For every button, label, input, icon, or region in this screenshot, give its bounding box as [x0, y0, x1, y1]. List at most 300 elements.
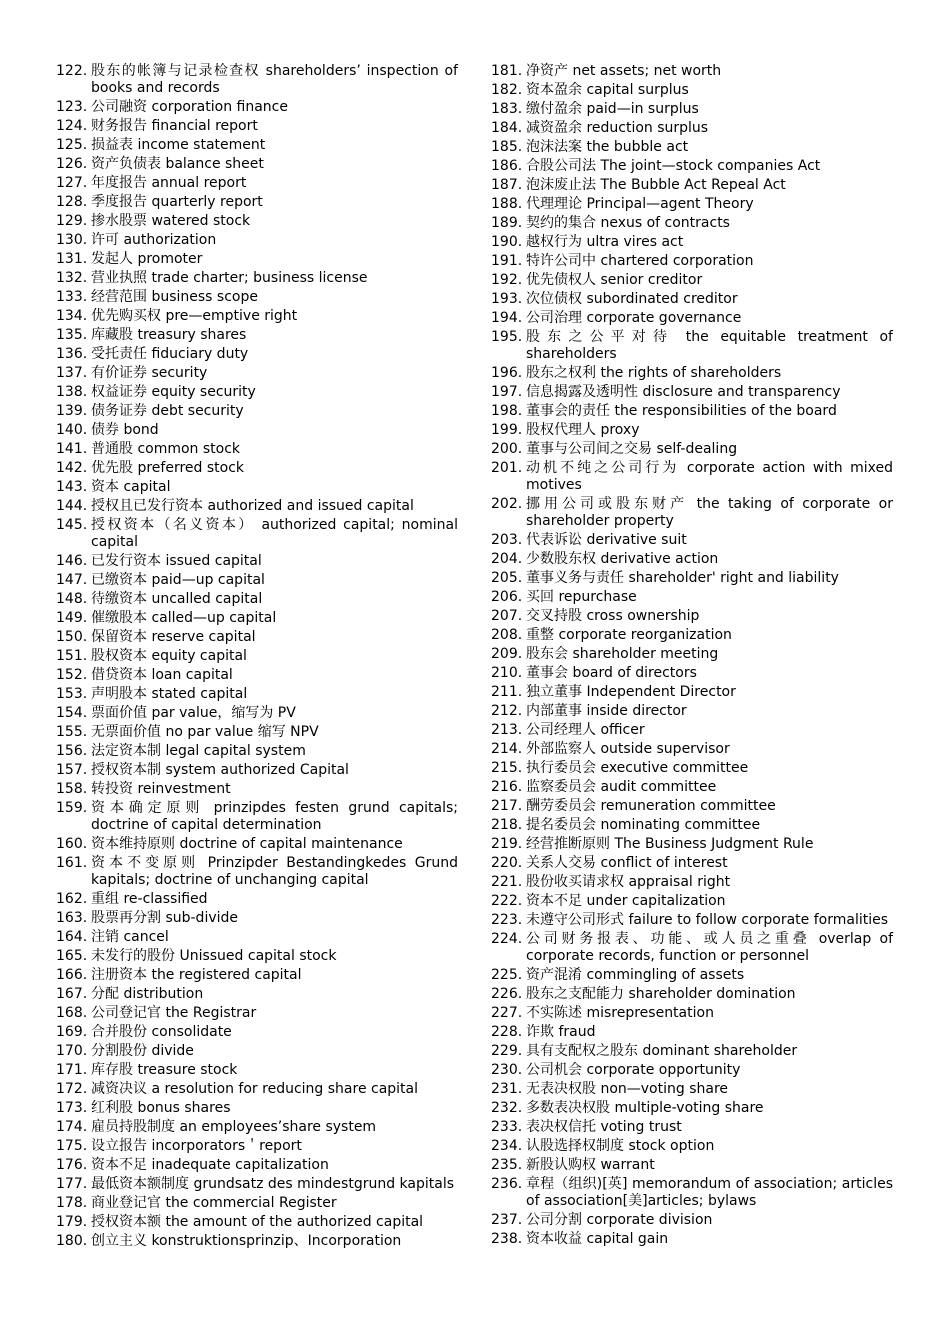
glossary-entry	[56, 289, 458, 306]
glossary-entry	[56, 498, 458, 515]
entry-term: 重组 re-classified	[91, 891, 208, 907]
glossary-entry	[491, 158, 893, 175]
entry-number: 233.	[491, 1119, 523, 1135]
glossary-entry	[56, 517, 458, 551]
entry-term: 表决权信托 voting trust	[526, 1119, 682, 1135]
entry-term: 股东之公平对待 the equitable treatment of shareholders	[526, 329, 893, 362]
glossary-entry	[56, 855, 458, 889]
entry-term: 独立董事 Independent Director	[526, 684, 736, 700]
entry-term: 资本不足 under capitalization	[526, 893, 726, 909]
entry-number: 122.	[56, 63, 88, 79]
entry-term: 认股选择权制度 stock option	[526, 1138, 715, 1154]
glossary-entry	[56, 270, 458, 287]
entry-number: 209.	[491, 646, 523, 662]
entry-term: 泡沫法案 the bubble act	[526, 139, 689, 155]
entry-number: 213.	[491, 722, 523, 738]
entry-term: 内部董事 inside director	[526, 703, 687, 719]
entry-term: 已发行资本 issued capital	[91, 553, 262, 569]
glossary-entry	[491, 234, 893, 251]
glossary-entry	[491, 608, 893, 625]
glossary-entry	[56, 441, 458, 458]
glossary-entry	[491, 1043, 893, 1060]
entry-term: 资产负债表 balance sheet	[91, 156, 264, 172]
entry-number: 188.	[491, 196, 523, 212]
glossary-entry	[491, 684, 893, 701]
entry-number: 167.	[56, 986, 88, 1002]
glossary-entry	[56, 743, 458, 760]
glossary-entry	[56, 1233, 458, 1250]
glossary-entry	[56, 194, 458, 211]
glossary-entry	[56, 648, 458, 665]
entry-term: 资本不变原则 Prinzipder Bestandingkedes Grund kapitals; doctrine of unchanging capital	[91, 855, 458, 888]
entry-number: 155.	[56, 724, 88, 740]
entry-term: 票面价值 par value，缩写为 PV	[91, 705, 296, 721]
entry-term: 泡沫废止法 The Bubble Act Repeal Act	[526, 177, 786, 193]
entry-number: 148.	[56, 591, 88, 607]
entry-term: 缴付盈余 paid—in surplus	[526, 101, 699, 117]
entry-number: 238.	[491, 1231, 523, 1247]
entry-number: 165.	[56, 948, 88, 964]
glossary-entry	[56, 553, 458, 570]
glossary-entry	[56, 929, 458, 946]
entry-number: 127.	[56, 175, 88, 191]
entry-number: 198.	[491, 403, 523, 419]
entry-number: 175.	[56, 1138, 88, 1154]
entry-term: 普通股 common stock	[91, 441, 241, 457]
entry-number: 146.	[56, 553, 88, 569]
entry-number: 234.	[491, 1138, 523, 1154]
entry-term: 受托责任 fiduciary duty	[91, 346, 249, 362]
entry-number: 157.	[56, 762, 88, 778]
entry-term: 红利股 bonus shares	[91, 1100, 231, 1116]
entry-term: 雇员持股制度 an employees’share system	[91, 1119, 377, 1135]
glossary-entry	[491, 1100, 893, 1117]
entry-number: 123.	[56, 99, 88, 115]
glossary-entry	[56, 422, 458, 439]
entry-term: 股东之支配能力 shareholder domination	[526, 986, 796, 1002]
glossary-entry	[56, 1195, 458, 1212]
entry-number: 228.	[491, 1024, 523, 1040]
entry-number: 208.	[491, 627, 523, 643]
glossary-entry	[491, 1157, 893, 1174]
entry-term: 创立主义 konstruktionsprinzip、Incorporation	[91, 1233, 402, 1249]
glossary-entry	[56, 251, 458, 268]
entry-number: 189.	[491, 215, 523, 231]
glossary-entry	[491, 817, 893, 834]
entry-term: 资产混淆 commingling of assets	[526, 967, 745, 983]
entry-number: 176.	[56, 1157, 88, 1173]
glossary-entry	[491, 1231, 893, 1248]
entry-term: 不实陈述 misrepresentation	[526, 1005, 714, 1021]
glossary-entry	[491, 532, 893, 549]
glossary-entry	[491, 120, 893, 137]
entry-term: 财务报告 financial report	[91, 118, 258, 134]
glossary-entry	[491, 272, 893, 289]
entry-number: 158.	[56, 781, 88, 797]
glossary-entry	[56, 365, 458, 382]
entry-number: 154.	[56, 705, 88, 721]
entry-term: 资本维持原则 doctrine of capital maintenance	[91, 836, 403, 852]
entry-term: 资本不足 inadequate capitalization	[91, 1157, 329, 1173]
entry-term: 授权且已发行资本 authorized and issued capital	[91, 498, 414, 514]
glossary-entry	[491, 82, 893, 99]
entry-number: 222.	[491, 893, 523, 909]
entry-number: 125.	[56, 137, 88, 153]
glossary-entry	[491, 139, 893, 156]
glossary-entry	[56, 156, 458, 173]
entry-number: 219.	[491, 836, 523, 852]
glossary-entry	[491, 1212, 893, 1229]
entry-number: 168.	[56, 1005, 88, 1021]
entry-number: 164.	[56, 929, 88, 945]
entry-term: 最低资本额制度 grundsatz des mindestgrund kapitals	[91, 1176, 455, 1192]
glossary-entry	[56, 800, 458, 834]
glossary-entry	[491, 1024, 893, 1041]
entry-term: 法定资本制 legal capital system	[91, 743, 306, 759]
glossary-entry	[491, 893, 893, 910]
entry-term: 交叉持股 cross ownership	[526, 608, 700, 624]
entry-term: 章程（组织)[英] memorandum of association; articles of association[美]articles; bylaws	[526, 1176, 893, 1209]
glossary-entry	[56, 213, 458, 230]
entry-number: 231.	[491, 1081, 523, 1097]
entry-term: 发起人 promoter	[91, 251, 203, 267]
glossary-entry	[56, 327, 458, 344]
entry-term: 注销 cancel	[91, 929, 169, 945]
entry-number: 236.	[491, 1176, 523, 1192]
entry-term: 年度报告 annual report	[91, 175, 247, 191]
glossary-entry	[56, 1005, 458, 1022]
entry-number: 196.	[491, 365, 523, 381]
entry-term: 股权代理人 proxy	[526, 422, 640, 438]
entry-number: 126.	[56, 156, 88, 172]
entry-term: 资本 capital	[91, 479, 171, 495]
entry-term: 股票再分割 sub-divide	[91, 910, 239, 926]
glossary-entry	[56, 384, 458, 401]
glossary-entry	[56, 1138, 458, 1155]
entry-number: 200.	[491, 441, 523, 457]
entry-number: 217.	[491, 798, 523, 814]
entry-number: 152.	[56, 667, 88, 683]
entry-term: 公司经理人 officer	[526, 722, 645, 738]
entry-term: 董事义务与责任 shareholder' right and liability	[526, 570, 839, 586]
entry-term: 代理理论 Principal—agent Theory	[526, 196, 754, 212]
entry-number: 143.	[56, 479, 88, 495]
glossary-entry	[56, 891, 458, 908]
glossary-entry	[56, 967, 458, 984]
entry-number: 232.	[491, 1100, 523, 1116]
entry-term: 关系人交易 conflict of interest	[526, 855, 728, 871]
entry-term: 转投资 reinvestment	[91, 781, 231, 797]
glossary-entry	[56, 572, 458, 589]
glossary-entry	[491, 779, 893, 796]
entry-number: 182.	[491, 82, 523, 98]
entry-number: 195.	[491, 329, 523, 345]
glossary-entry	[56, 403, 458, 420]
entry-number: 159.	[56, 800, 88, 816]
glossary-entry	[56, 1100, 458, 1117]
glossary-entry	[491, 646, 893, 663]
entry-term: 董事与公司间之交易 self-dealing	[526, 441, 738, 457]
glossary-entry	[491, 665, 893, 682]
glossary-entry	[491, 1081, 893, 1098]
entry-number: 132.	[56, 270, 88, 286]
entry-term: 借贷资本 loan capital	[91, 667, 233, 683]
entry-number: 174.	[56, 1119, 88, 1135]
entry-number: 150.	[56, 629, 88, 645]
entry-term: 减资决议 a resolution for reducing share capital	[91, 1081, 419, 1097]
glossary-entry	[491, 986, 893, 1003]
entry-number: 206.	[491, 589, 523, 605]
entry-number: 129.	[56, 213, 88, 229]
glossary-entry	[56, 99, 458, 116]
entry-number: 149.	[56, 610, 88, 626]
entry-term: 未遵守公司形式 failure to follow corporate formalities	[526, 912, 889, 928]
entry-number: 202.	[491, 496, 523, 512]
entry-number: 172.	[56, 1081, 88, 1097]
entry-number: 218.	[491, 817, 523, 833]
entry-number: 137.	[56, 365, 88, 381]
entry-term: 减资盈余 reduction surplus	[526, 120, 709, 136]
glossary-entry	[56, 762, 458, 779]
entry-number: 133.	[56, 289, 88, 305]
entry-term: 保留资本 reserve capital	[91, 629, 256, 645]
glossary-entry	[56, 1214, 458, 1231]
glossary-entry	[491, 310, 893, 327]
glossary-entry	[56, 910, 458, 927]
entry-number: 162.	[56, 891, 88, 907]
entry-term: 酬劳委员会 remuneration committee	[526, 798, 776, 814]
entry-term: 信息揭露及透明性 disclosure and transparency	[526, 384, 841, 400]
entry-term: 未发行的股份 Unissued capital stock	[91, 948, 337, 964]
entry-number: 141.	[56, 441, 88, 457]
entry-number: 169.	[56, 1024, 88, 1040]
entry-term: 重整 corporate reorganization	[526, 627, 732, 643]
entry-number: 225.	[491, 967, 523, 983]
glossary-entry	[491, 101, 893, 118]
entry-term: 许可 authorization	[91, 232, 217, 248]
entry-number: 178.	[56, 1195, 88, 1211]
glossary-entry	[491, 196, 893, 213]
entry-number: 177.	[56, 1176, 88, 1192]
glossary-entry	[491, 741, 893, 758]
entry-number: 151.	[56, 648, 88, 664]
glossary-entry	[491, 496, 893, 530]
entry-term: 董事会的责任 the responsibilities of the board	[526, 403, 837, 419]
entry-number: 221.	[491, 874, 523, 890]
glossary-entry	[56, 591, 458, 608]
entry-term: 债务证券 debt security	[91, 403, 244, 419]
glossary-entry	[56, 1043, 458, 1060]
entry-number: 160.	[56, 836, 88, 852]
entry-term: 资本确定原则 prinzipdes festen grund capitals; doctrine of capital determination	[91, 800, 458, 833]
glossary-entry	[56, 610, 458, 627]
glossary-entry	[56, 986, 458, 1003]
entry-number: 235.	[491, 1157, 523, 1173]
entry-term: 有价证券 security	[91, 365, 208, 381]
entry-term: 季度报告 quarterly report	[91, 194, 263, 210]
entry-number: 212.	[491, 703, 523, 719]
glossary-entry	[56, 686, 458, 703]
entry-term: 契约的集合 nexus of contracts	[526, 215, 730, 231]
entry-term: 多数表决权股 multiple-voting share	[526, 1100, 764, 1116]
entry-number: 194.	[491, 310, 523, 326]
glossary-entry	[56, 346, 458, 363]
entry-number: 184.	[491, 120, 523, 136]
entry-number: 183.	[491, 101, 523, 117]
entry-number: 138.	[56, 384, 88, 400]
entry-term: 公司登记官 the Registrar	[91, 1005, 257, 1021]
glossary-entry	[56, 63, 458, 97]
entry-term: 董事会 board of directors	[526, 665, 697, 681]
glossary-column-right	[491, 63, 893, 1250]
entry-number: 197.	[491, 384, 523, 400]
entry-term: 无表决权股 non—voting share	[526, 1081, 729, 1097]
entry-number: 173.	[56, 1100, 88, 1116]
glossary-entry	[491, 403, 893, 420]
entry-term: 提名委员会 nominating committee	[526, 817, 761, 833]
entry-term: 授权资本（名义资本） authorized capital; nominal capital	[91, 517, 458, 550]
entry-term: 分配 distribution	[91, 986, 204, 1002]
entry-number: 237.	[491, 1212, 523, 1228]
entry-term: 公司治理 corporate governance	[526, 310, 742, 326]
glossary-entry	[491, 1119, 893, 1136]
glossary-entry	[491, 703, 893, 720]
glossary-entry	[491, 215, 893, 232]
entry-number: 215.	[491, 760, 523, 776]
entry-term: 权益证券 equity security	[91, 384, 256, 400]
glossary-entry	[491, 627, 893, 644]
glossary-entry	[56, 1081, 458, 1098]
entry-term: 越权行为 ultra vires act	[526, 234, 684, 250]
entry-number: 181.	[491, 63, 523, 79]
entry-number: 136.	[56, 346, 88, 362]
entry-number: 192.	[491, 272, 523, 288]
entry-term: 待缴资本 uncalled capital	[91, 591, 263, 607]
glossary-entry	[56, 175, 458, 192]
glossary-entry	[56, 1062, 458, 1079]
entry-term: 资本收益 capital gain	[526, 1231, 669, 1247]
glossary-entry	[491, 384, 893, 401]
entry-number: 134.	[56, 308, 88, 324]
glossary-entry	[491, 1138, 893, 1155]
entry-number: 203.	[491, 532, 523, 548]
glossary-entry	[56, 667, 458, 684]
entry-term: 少数股东权 derivative action	[526, 551, 719, 567]
entry-number: 227.	[491, 1005, 523, 1021]
glossary-entry	[491, 836, 893, 853]
entry-term: 注册资本 the registered capital	[91, 967, 302, 983]
entry-number: 156.	[56, 743, 88, 759]
entry-term: 挪用公司或股东财产 the taking of corporate or shareholder property	[526, 496, 893, 529]
entry-number: 140.	[56, 422, 88, 438]
glossary-entry	[56, 460, 458, 477]
glossary-entry	[491, 570, 893, 587]
entry-term: 商业登记官 the commercial Register	[91, 1195, 337, 1211]
entry-term: 合并股份 consolidate	[91, 1024, 232, 1040]
entry-number: 161.	[56, 855, 88, 871]
entry-number: 163.	[56, 910, 88, 926]
entry-number: 179.	[56, 1214, 88, 1230]
entry-term: 公司财务报表、功能、或人员之重叠 overlap of corporate records, function or personnel	[526, 931, 893, 964]
entry-number: 153.	[56, 686, 88, 702]
glossary-entry	[56, 1157, 458, 1174]
entry-number: 214.	[491, 741, 523, 757]
entry-term: 库藏股 treasury shares	[91, 327, 247, 343]
entry-number: 135.	[56, 327, 88, 343]
entry-term: 股份收买请求权 appraisal right	[526, 874, 731, 890]
entry-term: 优先购买权 pre—emptive right	[91, 308, 298, 324]
entry-number: 166.	[56, 967, 88, 983]
glossary-column-left	[56, 63, 458, 1252]
entry-number: 187.	[491, 177, 523, 193]
glossary-entry	[491, 760, 893, 777]
entry-number: 131.	[56, 251, 88, 267]
entry-number: 180.	[56, 1233, 88, 1249]
entry-term: 次位债权 subordinated creditor	[526, 291, 738, 307]
glossary-entry	[56, 137, 458, 154]
entry-term: 资本盈余 capital surplus	[526, 82, 689, 98]
glossary-entry	[491, 177, 893, 194]
entry-term: 代表诉讼 derivative suit	[526, 532, 687, 548]
entry-term: 优先债权人 senior creditor	[526, 272, 703, 288]
entry-number: 170.	[56, 1043, 88, 1059]
entry-term: 监察委员会 audit committee	[526, 779, 717, 795]
entry-number: 193.	[491, 291, 523, 307]
entry-number: 223.	[491, 912, 523, 928]
entry-term: 股东的帐簿与记录检查权 shareholders’ inspection of books and records	[91, 63, 458, 96]
entry-number: 130.	[56, 232, 88, 248]
entry-term: 催缴股本 called—up capital	[91, 610, 277, 626]
entry-term: 已缴资本 paid—up capital	[91, 572, 265, 588]
entry-term: 经营推断原则 The Business Judgment Rule	[526, 836, 814, 852]
entry-term: 债券 bond	[91, 422, 159, 438]
entry-number: 204.	[491, 551, 523, 567]
entry-number: 142.	[56, 460, 88, 476]
entry-term: 诈欺 fraud	[526, 1024, 596, 1040]
entry-term: 外部监察人 outside supervisor	[526, 741, 730, 757]
glossary-entry	[491, 722, 893, 739]
entry-term: 净资产 net assets; net worth	[526, 63, 722, 79]
entry-term: 股东会 shareholder meeting	[526, 646, 719, 662]
entry-number: 124.	[56, 118, 88, 134]
entry-term: 库存股 treasure stock	[91, 1062, 238, 1078]
glossary-entry	[491, 798, 893, 815]
entry-term: 动机不纯之公司行为 corporate action with mixed motives	[526, 460, 893, 493]
glossary-entry	[56, 836, 458, 853]
glossary-entry	[491, 441, 893, 458]
glossary-entry	[491, 460, 893, 494]
glossary-entry	[56, 705, 458, 722]
entry-term: 公司融资 corporation finance	[91, 99, 288, 115]
glossary-entry	[491, 589, 893, 606]
entry-term: 特许公司中 chartered corporation	[526, 253, 754, 269]
entry-number: 144.	[56, 498, 88, 514]
entry-term: 分割股份 divide	[91, 1043, 194, 1059]
entry-term: 无票面价值 no par value 缩写 NPV	[91, 724, 319, 740]
entry-term: 具有支配权之股东 dominant shareholder	[526, 1043, 798, 1059]
entry-number: 139.	[56, 403, 88, 419]
entry-term: 授权资本制 system authorized Capital	[91, 762, 349, 778]
glossary-entry	[491, 422, 893, 439]
entry-number: 220.	[491, 855, 523, 871]
entry-term: 合股公司法 The joint—stock companies Act	[526, 158, 821, 174]
glossary-entry	[491, 1176, 893, 1210]
glossary-entry	[491, 874, 893, 891]
glossary-entry	[491, 551, 893, 568]
entry-number: 205.	[491, 570, 523, 586]
entry-term: 经营范围 business scope	[91, 289, 258, 305]
entry-number: 171.	[56, 1062, 88, 1078]
